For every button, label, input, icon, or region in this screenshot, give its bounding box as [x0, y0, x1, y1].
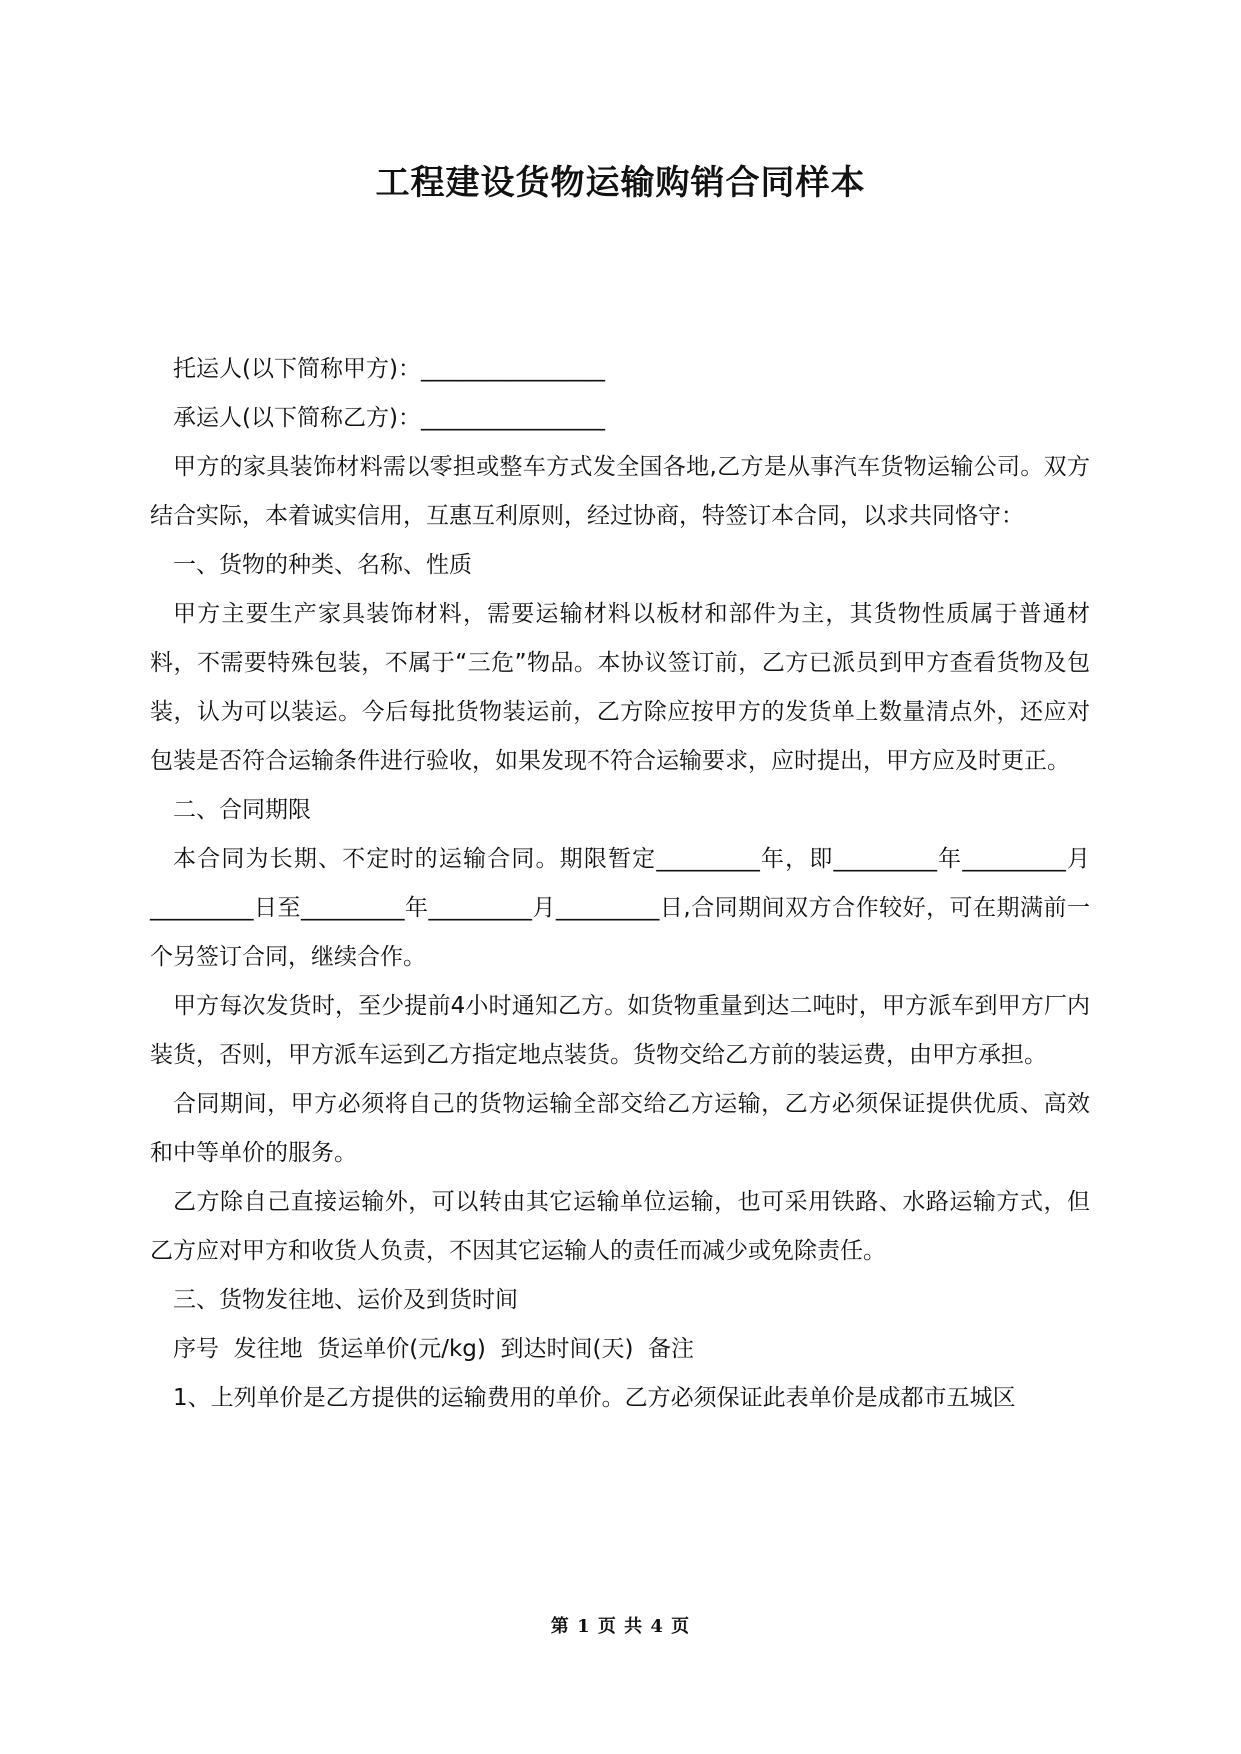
party-a-line: 托运人(以下简称甲方)：________________ — [173, 356, 605, 382]
document-body — [150, 345, 1090, 1423]
subcontract-paragraph: 乙方除自己直接运输外，可以转由其它运输单位运输，也可采用铁路、水路运输方式，但乙方应对甲方和收货人负责，不因其它运输人的责任而减少或免除责任。 — [150, 1189, 1090, 1264]
section-heading-3: 三、货物发往地、运价及到货时间 — [173, 1287, 518, 1313]
document-title: 工程建设货物运输购销合同样本 — [375, 163, 866, 203]
goods-paragraph: 甲方主要生产家具装饰材料，需要运输材料以板材和部件为主，其货物性质属于普通材料，不需要特殊包装，不属于“三危”物品。本协议签订前，乙方已派员到甲方查看货物及包装，认为可以装运。今后每批货物装运前，乙方除应按甲方的发货单上数量清点外，还应对包装是否符合运输条件进行验收，如果发现不符合运输要求，应时提出，甲方应及时更正。 — [150, 601, 1090, 774]
section-heading-1: 一、货物的种类、名称、性质 — [173, 552, 472, 578]
exclusive-paragraph: 合同期间，甲方必须将自己的货物运输全部交给乙方运输，乙方必须保证提供优质、高效和中等单价的服务。 — [150, 1091, 1090, 1166]
notice-paragraph: 甲方每次发货时，至少提前4小时通知乙方。如货物重量到达二吨时，甲方派车到甲方厂内装货，否则，甲方派车运到乙方指定地点装货。货物交给乙方前的装运费，由甲方承担。 — [150, 993, 1090, 1068]
term-paragraph: 本合同为长期、不定时的运输合同。期限暂定_________年，即_________年_________月_________日至_________年_________月_________日,合同期间双方合作较好，可在期满前一个另签订合同，继续合作。 — [150, 846, 1090, 970]
page-footer: 第 1 页 共 4 页 — [550, 1616, 691, 1637]
party-b-line: 承运人(以下简称乙方)：________________ — [173, 405, 605, 431]
preamble-paragraph: 甲方的家具装饰材料需以零担或整车方式发全国各地,乙方是从事汽车货物运输公司。双方结合实际，本着诚实信用，互惠互利原则，经过协商，特签订本合同，以求共同恪守： — [150, 454, 1090, 529]
rate-note-paragraph: 1、上列单价是乙方提供的运输费用的单价。乙方必须保证此表单价是成都市五城区 — [173, 1385, 1016, 1411]
rate-table-header: 序号 发往地 货运单价(元/kg) 到达时间(天) 备注 — [173, 1336, 695, 1362]
section-heading-2: 二、合同期限 — [173, 797, 311, 823]
